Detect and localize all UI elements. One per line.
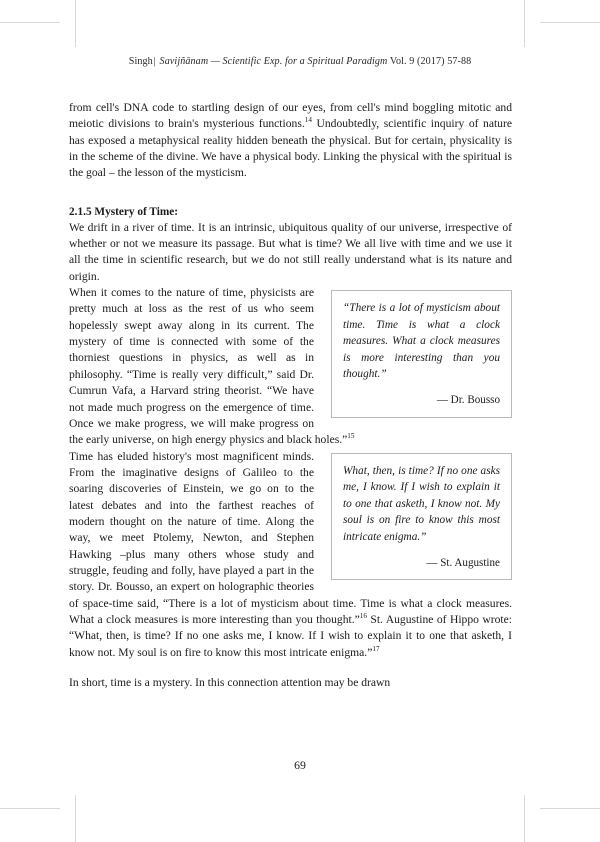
paragraph-text-cont: St. Augustine of Hippo wrote: “What, then, is time? If no one asks me, I know. If I wish to explain it to one that asketh, I know not. My soul is on fire to know this most intricate enigma.” bbox=[69, 612, 512, 659]
paragraph-mystery-of-time: We drift in a river of time. It is an intrinsic, ubiquitous quality of our universe, irrespective of whether or not we measure its passage. But what is time? We all live with time and we use it all the time in scientific research, but we do not still really understand what is its nature and origin. bbox=[69, 220, 512, 283]
running-head bbox=[0, 56, 600, 67]
paragraph-text: Time has eluded history's most magnificent minds. From the imaginative designs of Galileo to the soaring discoveries of Einstein, we go on to the latest debates and into the farthest reaches of modern thought on the nature of time. Along the way, we meet Ptolemy, Newton, and Stephen Hawking –plus many others whose study and struggle, feuding and folly, have played a part in the story. Dr. Bousso, an expert on holographic theories of space-time said, “There is a lot of mysticism about time. Time is what a clock measures. What a clock measures is more interesting than you thought.” bbox=[69, 449, 512, 626]
running-head-journal: Savijñānam — Scientific Exp. for a Spiritual Paradigm bbox=[159, 56, 388, 67]
pullquote-text: What, then, is time? If no one asks me, I know. If I wish to explain it to one that asketh, I know not. My soul is on fire to know this most intricate enigma.” bbox=[343, 464, 500, 543]
crop-mark-top-left bbox=[0, 0, 90, 60]
footnote-marker-16: 16 bbox=[359, 612, 367, 621]
pullquote-augustine bbox=[331, 453, 512, 581]
paragraph-continuation bbox=[69, 100, 512, 182]
section-heading-2-1-5: 2.1.5 Mystery of Time: bbox=[69, 205, 179, 218]
paragraph-in-short: In short, time is a mystery. In this connection attention may be drawn bbox=[69, 676, 391, 689]
paragraph-text-cont: Undoubtedly, scientific inquiry of nature has exposed a metaphysical reality hidden beneath the physical. But for certain, physicality is in the scheme of the divine. We have a physical body. Linking the physical with the spiritual is the goal – the lesson of the mysticism. bbox=[69, 117, 512, 180]
footnote-marker-17: 17 bbox=[372, 644, 380, 653]
running-head-author: Singh bbox=[128, 56, 153, 67]
running-head-separator: | bbox=[153, 56, 156, 67]
crop-mark-top-right bbox=[510, 0, 600, 60]
footnote-marker-15: 15 bbox=[347, 432, 355, 441]
page-number: 69 bbox=[294, 758, 306, 772]
footnote-marker-14: 14 bbox=[304, 116, 312, 125]
paragraph-text: from cell's DNA code to startling design of our eyes, from cell's mind boggling mitotic and meiotic divisions to brain's mysterious functions. bbox=[69, 101, 512, 131]
running-head-volume: Vol. 9 (2017) 57-88 bbox=[389, 56, 472, 67]
paragraph-text: When it comes to the nature of time, physicists are pretty much at loss as the rest of us who seem hopelessly swept away along in its current. The mystery of time is connected with some of the thorniest questions in physics, as well as in philosophy. “Time is really very difficult,” said Dr. Cumrun Vafa, a Harvard string theorist. “We have not made much progress on the emergence of time. Once we make progress, we will make progress on the early universe, on high energy physics and black holes.” bbox=[69, 286, 348, 447]
pullquote-text: “There is a lot of mysticism about time. Time is what a clock measures. What a clock measures is more interesting than you thought.” bbox=[343, 302, 500, 381]
pullquote-attribution: — Dr. Bousso bbox=[436, 394, 500, 407]
crop-mark-bottom-left bbox=[0, 772, 90, 842]
crop-mark-bottom-right bbox=[510, 772, 600, 842]
pullquote-bousso bbox=[331, 290, 512, 418]
page-body bbox=[69, 100, 512, 691]
pullquote-attribution: — St. Augustine bbox=[426, 556, 500, 569]
